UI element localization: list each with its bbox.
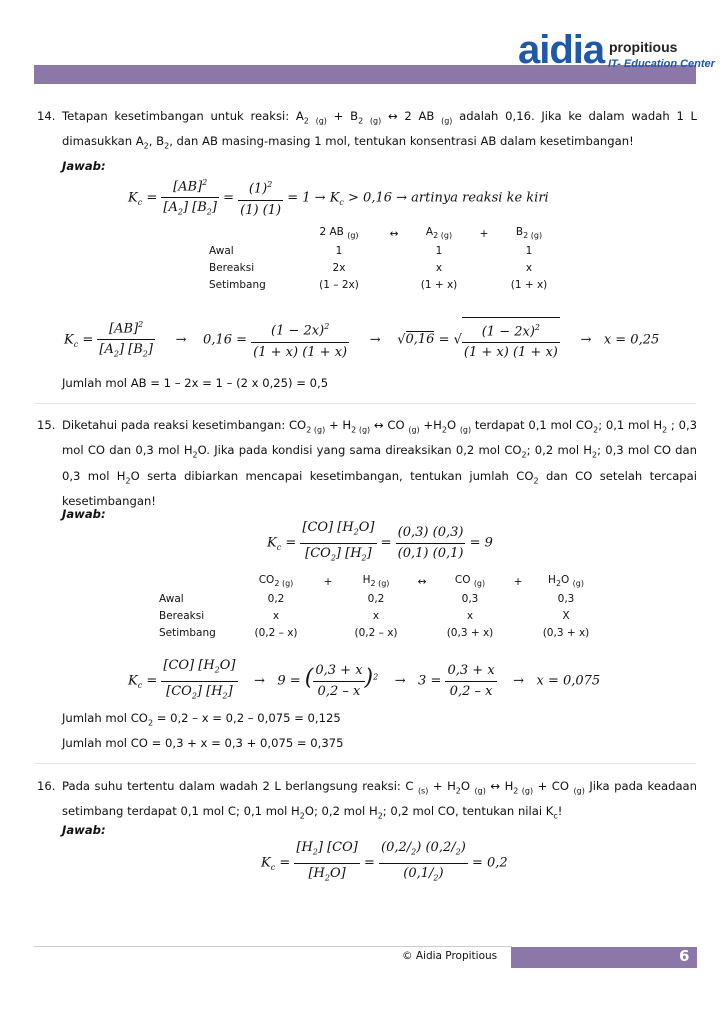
answer-label: Jawab: xyxy=(62,507,106,521)
table-row: Setimbang (0,2 – x) (0,2 – x) (0,3 + x) (0,3 + x) xyxy=(159,626,590,639)
result-15a: Jumlah mol $CO_2 = 0,2 - x = 0,2 - 0,075 = 0,125$ xyxy=(62,711,341,728)
logo: aidia xyxy=(518,28,605,72)
logo-subtitle: propitious xyxy=(609,39,678,55)
page-number: 6 xyxy=(679,947,690,965)
result-15b: Jumlah mol CO = 0,3 + x = 0,3 + 0,075 = 0,375 xyxy=(62,736,344,750)
equation-kc-4: $K_c$ = $\frac{[CO] [H_2O]}{[CO_2] [H_2]}$ → 9 = ( $\frac{0,3 + x}{0,2 - x}$ )$^2$ → 3 = $\frac{0,3 + x}{0,2 - x}$ → x = 0,075 xyxy=(128,656,600,706)
equation-kc-3: $K_c$ = $\frac{[CO] [H_2O]}{[CO_2] [H_2]}$ = $\frac{(0,3) (0,3)}{(0,1) (0,1)}$ = 9 xyxy=(267,518,493,568)
table-row: Bereaksi x x x X xyxy=(159,609,570,622)
table-row: Setimbang (1 – 2x) (1 + x) (1 + x) xyxy=(209,278,548,291)
logo-tagline: IT- Education Center xyxy=(608,58,715,70)
equation-kc-1: $K_c$ = $\frac{[AB]^2}{[A_2] [B_2]}$ = $\frac{(1)^2}{(1) (1)}$ = $1 \to K_c > 0,16$ → artinya reaksi ke kiri xyxy=(128,173,549,223)
table-row: Bereaksi 2x x x xyxy=(209,261,533,274)
result-14: Jumlah mol AB = 1 – 2x = 1 – (2 x 0,25) = 0,5 xyxy=(62,376,329,390)
footer-band xyxy=(511,947,697,968)
ice-table-15: $CO_{2 (g)}$ + $H_{2 (g)}$ ↔ CO $_{(g)}$ + $H_2O$ $_{(g)}$ Awal 0,2 0,2 0,3 0,3 Bereaksi x x x X Setimbang (0,2 – x) (0,2 – x) (0,3 + x) (0,3 + x) xyxy=(159,573,597,641)
table-row: Awal 0,2 0,2 0,3 0,3 xyxy=(159,592,575,605)
footer-rule xyxy=(34,946,512,947)
answer-label: Jawab: xyxy=(62,823,106,837)
ice-table-14: 2 AB $_{(g)}$ ↔ $A_{2 (g)}$ + $B_{2 (g)}$ Awal 1 1 1 Bereaksi 2x x x Setimbang (1 – 2x) (1 + x) (1 + x) xyxy=(209,225,559,293)
question-16: 16. Pada suhu tertentu dalam wadah 2 L berlangsung reaksi: C $_{(s)} + H_2O$ $_{(g)}$ ↔ $H_{2 (g)}$ + CO $_{(g)}$ Jika pada keadaan setimbang terdapat 0,1 mol C; 0,1 mol $H_2O$; 0,2 mol $H_2$; 0,2 mol CO, tentukan nilai $K_c$! xyxy=(37,779,698,821)
question-14 xyxy=(37,106,697,157)
question-number: 14. xyxy=(37,109,56,123)
divider xyxy=(34,403,696,404)
answer-label: Jawab: xyxy=(62,159,106,173)
equation-kc-2: $K_c$ = $\frac{[AB]^2}{[A_2] [B_2]}$ → 0,16 = $\frac{(1 - 2x)^2}{(1 + x) (1 + x)}$ → √0,16 = √ $\frac{(1 - 2x)^2}{(1 + x) (1 + x)}$ → x = 0,25 xyxy=(64,315,659,365)
question-text: Tetapan kesetimbangan untuk reaksi: $A_2$ $_{(g)} + B_2$ $_{(g)}$ ↔ 2 AB $_{(g)}$ adalah 0,16. Jika ke dalam wadah 1 L dimasukkan $A_2$, $B_2$, dan AB masing-masing 1 mol, tentukan konsentrasi AB dalam kesetimbangan! xyxy=(62,109,698,151)
equation-kc-5: $K_c$ = $\frac{[H_2] [CO]}{[H_2O]}$ = $\frac{(0,2/_2) (0,2/_2)}{(0,1/_2)}$ = 0,2 xyxy=(261,838,508,888)
question-15: 15. Diketahui pada reaksi kesetimbangan: $CO_{2 (g)} + H_{2 (g)}$ ↔ CO $_{(g)} +H_2O$ $_{(g)}$ terdapat 0,1 mol $CO_2$; 0,1 mol $H_2$ ; 0,3 mol CO dan 0,3 mol $H_2O$. Jika pada kondisi yang sama direaksikan 0,2 mol $CO_2$; 0,2 mol $H_2$; 0,3 mol CO dan 0,3 mol $H_2O$ serta dibiarkan mencapai kesetimbangan, tentukan jumlah $CO_2$ dan CO setelah tercapai kesetimbangan! xyxy=(37,418,698,508)
footer-copyright: © Aidia Propitious xyxy=(402,950,498,962)
table-row: Awal 1 1 1 xyxy=(209,244,533,257)
divider xyxy=(34,763,696,764)
